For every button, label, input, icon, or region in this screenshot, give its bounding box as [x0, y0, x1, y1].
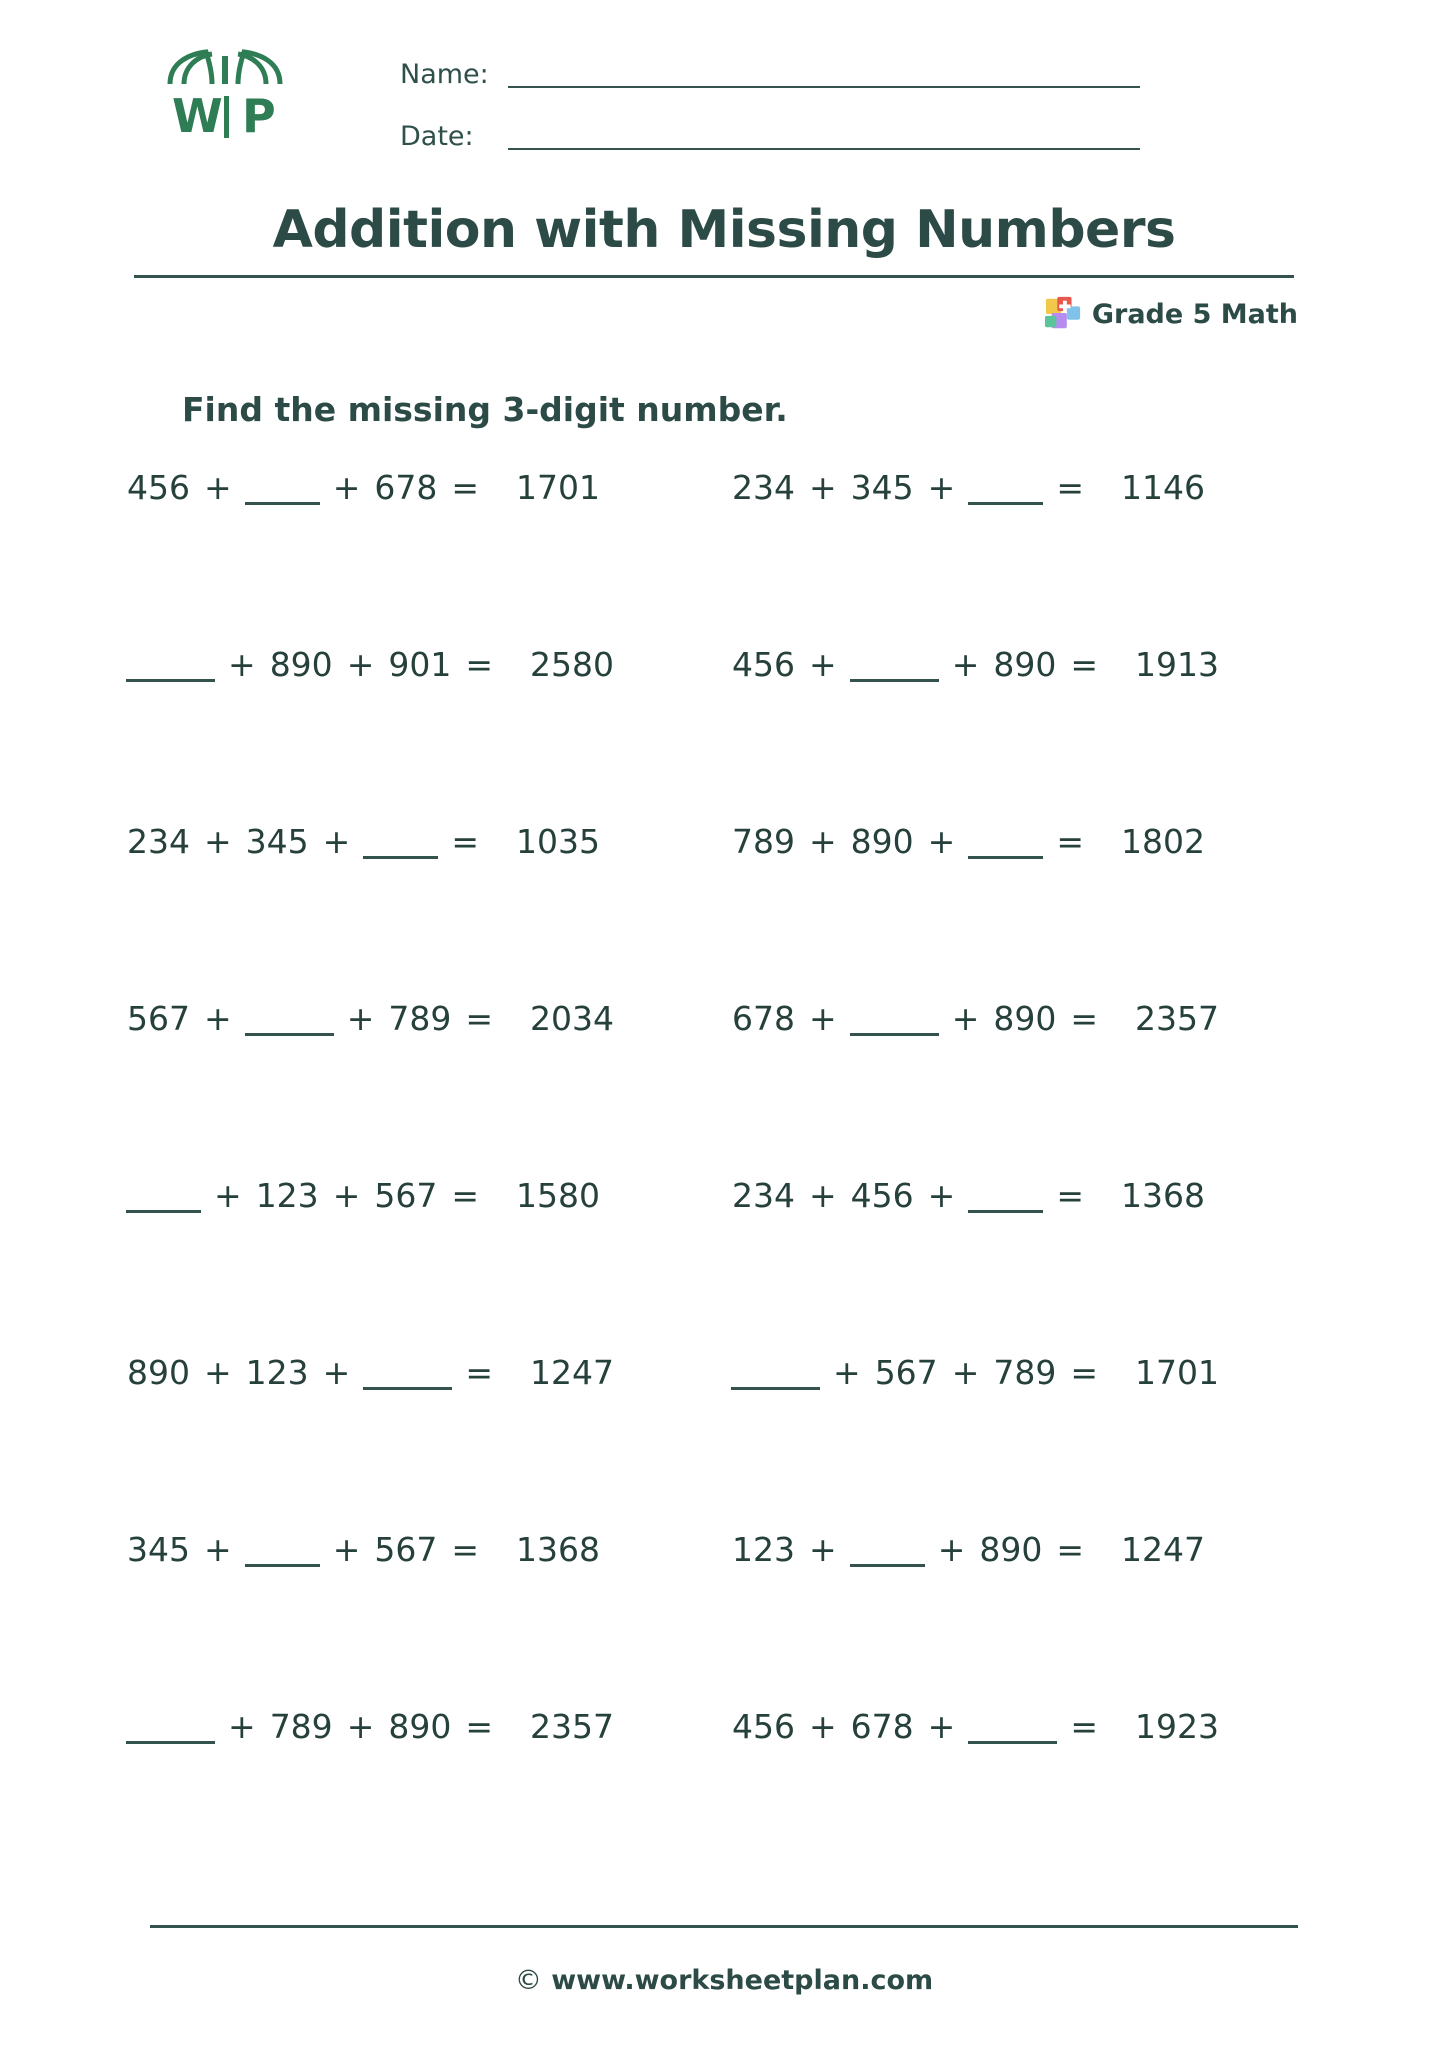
answer-blank[interactable]	[968, 1707, 1057, 1744]
addend: 567	[374, 1530, 438, 1569]
operator: =	[451, 822, 479, 861]
operator: +	[332, 1176, 361, 1215]
answer-blank[interactable]	[968, 1176, 1043, 1213]
addend: 678	[850, 1707, 914, 1746]
operator: +	[809, 468, 837, 507]
problem-row	[120, 462, 1330, 639]
addend: 123	[245, 1353, 309, 1392]
addend: 890	[993, 645, 1057, 684]
operator: +	[809, 999, 837, 1038]
date-input-line[interactable]	[508, 124, 1140, 150]
operator: =	[1056, 1530, 1084, 1569]
operator: =	[1070, 645, 1098, 684]
problem-sum: 1368	[516, 1530, 600, 1569]
name-input-line[interactable]	[508, 62, 1140, 88]
operator: +	[204, 822, 232, 861]
problem	[725, 462, 1271, 507]
operator: =	[1070, 1353, 1098, 1392]
answer-blank[interactable]	[850, 645, 939, 682]
problem-cell	[120, 1701, 725, 1878]
operator: +	[228, 645, 256, 684]
operator: =	[1056, 822, 1084, 861]
operator: +	[346, 645, 375, 684]
addend: 789	[269, 1707, 333, 1746]
problem-sum: 2580	[530, 645, 614, 684]
problem-sum: 1701	[1135, 1353, 1219, 1392]
problem	[120, 462, 666, 507]
problem-expression	[725, 462, 1091, 507]
addend: 234	[732, 468, 795, 507]
problem-expression	[725, 639, 1105, 684]
answer-blank[interactable]	[363, 822, 438, 859]
addend: 456	[850, 1176, 914, 1215]
addend: 345	[850, 468, 914, 507]
answer-blank[interactable]	[245, 468, 320, 505]
problem-sum: 1146	[1121, 468, 1205, 507]
operator: +	[809, 1530, 837, 1569]
problem-expression	[725, 816, 1091, 861]
problem-sum: 1580	[516, 1176, 600, 1215]
addend: 678	[732, 999, 795, 1038]
operator: +	[214, 1176, 242, 1215]
operator: +	[346, 999, 375, 1038]
page-title: Addition with Missing Numbers	[272, 200, 1176, 260]
operator: +	[927, 822, 956, 861]
operator: +	[332, 1530, 361, 1569]
operator: =	[451, 1530, 479, 1569]
problem-sum: 1247	[530, 1353, 614, 1392]
problem-sum: 1802	[1121, 822, 1205, 861]
problem-cell	[120, 816, 725, 993]
grade-badge	[1044, 295, 1298, 333]
operator: +	[927, 1707, 956, 1746]
addend: 567	[127, 999, 190, 1038]
answer-blank[interactable]	[968, 468, 1043, 505]
problem-row	[120, 993, 1330, 1170]
operator: +	[204, 468, 232, 507]
problem-cell	[725, 639, 1330, 816]
operator: +	[951, 1353, 980, 1392]
problem	[725, 816, 1271, 861]
name-label: Name:	[400, 59, 489, 90]
instruction-text: Find the missing 3-digit number.	[182, 390, 788, 429]
problem-cell	[725, 1170, 1330, 1347]
problem-expression	[120, 1701, 500, 1746]
problem-expression	[120, 816, 486, 861]
problem-row	[120, 1524, 1330, 1701]
answer-blank[interactable]	[126, 645, 215, 682]
addend: 345	[245, 822, 309, 861]
operator: =	[451, 468, 479, 507]
answer-blank[interactable]	[245, 1530, 320, 1567]
date-field-row	[400, 116, 1140, 150]
answer-blank[interactable]	[731, 1353, 820, 1390]
addend: 234	[732, 1176, 795, 1215]
footer	[0, 1965, 1448, 1996]
operator: +	[204, 1530, 232, 1569]
problem	[120, 639, 680, 684]
problem-expression	[120, 993, 500, 1038]
problem-sum: 1035	[516, 822, 600, 861]
problem-expression	[120, 1170, 486, 1215]
addend: 123	[255, 1176, 319, 1215]
operator: =	[465, 1707, 493, 1746]
operator: +	[951, 645, 980, 684]
problem-expression	[120, 639, 500, 684]
problem-row	[120, 639, 1330, 816]
operator: =	[465, 999, 493, 1038]
problem-row	[120, 1170, 1330, 1347]
answer-blank[interactable]	[126, 1176, 201, 1213]
problem-expression	[725, 1347, 1105, 1392]
svg-text:P: P	[242, 89, 276, 143]
answer-blank[interactable]	[850, 1530, 925, 1567]
addend: 345	[127, 1530, 190, 1569]
addend: 890	[269, 645, 333, 684]
problem-cell	[120, 1524, 725, 1701]
svg-text:W: W	[172, 89, 223, 143]
addend: 890	[850, 822, 914, 861]
problem-sum: 1701	[516, 468, 600, 507]
problem	[725, 1347, 1285, 1392]
problem	[725, 1701, 1285, 1746]
problem-cell	[725, 1701, 1330, 1878]
problem-sum: 2034	[530, 999, 614, 1038]
problem-expression	[725, 993, 1105, 1038]
blocks-icon	[1044, 295, 1082, 333]
problem-cell	[120, 1347, 725, 1524]
operator: +	[927, 1176, 956, 1215]
footer-divider	[150, 1925, 1298, 1928]
problem	[120, 1524, 666, 1569]
addend: 890	[979, 1530, 1043, 1569]
addend: 890	[127, 1353, 190, 1392]
problem-row	[120, 1701, 1330, 1878]
problem	[725, 1524, 1271, 1569]
problem-sum: 2357	[1135, 999, 1219, 1038]
grade-label: Grade 5 Math	[1091, 298, 1298, 330]
name-date-fields	[400, 54, 1140, 178]
operator: +	[809, 1176, 837, 1215]
operator: =	[465, 645, 493, 684]
operator: =	[1056, 468, 1084, 507]
problem-expression	[725, 1170, 1091, 1215]
problem-cell	[725, 462, 1330, 639]
problem-expression	[725, 1701, 1105, 1746]
addend: 567	[874, 1353, 938, 1392]
operator: =	[1070, 999, 1098, 1038]
problem-expression	[120, 1524, 486, 1569]
copyright-symbol: ©	[514, 1965, 542, 1996]
problem	[725, 1170, 1271, 1215]
addend: 789	[732, 822, 795, 861]
addend: 567	[374, 1176, 438, 1215]
operator: +	[809, 1707, 837, 1746]
addend: 890	[388, 1707, 452, 1746]
operator: +	[228, 1707, 256, 1746]
operator: +	[809, 822, 837, 861]
worksheetplan-logo	[150, 40, 300, 165]
problem-sum: 1913	[1135, 645, 1219, 684]
operator: +	[927, 468, 956, 507]
operator: +	[833, 1353, 861, 1392]
problem	[725, 993, 1285, 1038]
date-label: Date:	[400, 121, 474, 152]
addend: 789	[388, 999, 452, 1038]
answer-blank[interactable]	[245, 999, 334, 1036]
site-url: www.worksheetplan.com	[551, 1965, 934, 1996]
problem-row	[120, 1347, 1330, 1524]
operator: +	[322, 1353, 351, 1392]
problem-cell	[120, 1170, 725, 1347]
addend: 789	[993, 1353, 1057, 1392]
problem-sum: 1923	[1135, 1707, 1219, 1746]
operator: +	[204, 999, 232, 1038]
operator: =	[1056, 1176, 1084, 1215]
problem-expression	[120, 1347, 500, 1392]
problem-expression	[120, 462, 486, 507]
problem-row	[120, 816, 1330, 993]
operator: =	[451, 1176, 479, 1215]
operator: +	[332, 468, 361, 507]
problems-grid	[120, 462, 1330, 1878]
answer-blank[interactable]	[126, 1707, 215, 1744]
worksheet-header	[140, 36, 1328, 166]
problem-cell	[120, 993, 725, 1170]
addend: 456	[732, 1707, 795, 1746]
operator: +	[951, 999, 980, 1038]
operator: =	[1070, 1707, 1098, 1746]
problem-cell	[725, 1347, 1330, 1524]
problem	[120, 1701, 680, 1746]
name-field-row	[400, 54, 1140, 88]
addend: 456	[732, 645, 795, 684]
operator: +	[322, 822, 351, 861]
problem-cell	[120, 462, 725, 639]
problem	[120, 1170, 666, 1215]
answer-blank[interactable]	[968, 822, 1043, 859]
operator: +	[809, 645, 837, 684]
problem-cell	[725, 993, 1330, 1170]
operator: +	[346, 1707, 375, 1746]
problem	[120, 993, 680, 1038]
problem-sum: 1368	[1121, 1176, 1205, 1215]
problem	[120, 816, 666, 861]
addend: 901	[388, 645, 452, 684]
problem-sum: 1247	[1121, 1530, 1205, 1569]
problem-cell	[725, 816, 1330, 993]
answer-blank[interactable]	[850, 999, 939, 1036]
addend: 678	[374, 468, 438, 507]
title-divider	[134, 275, 1294, 278]
problem-expression	[725, 1524, 1091, 1569]
operator: =	[465, 1353, 493, 1392]
problem-sum: 2357	[530, 1707, 614, 1746]
problem-cell	[120, 639, 725, 816]
problem	[120, 1347, 680, 1392]
answer-blank[interactable]	[363, 1353, 452, 1390]
addend: 890	[993, 999, 1057, 1038]
operator: +	[937, 1530, 966, 1569]
problem	[725, 639, 1285, 684]
addend: 234	[127, 822, 190, 861]
operator: +	[204, 1353, 232, 1392]
addend: 123	[732, 1530, 795, 1569]
problem-cell	[725, 1524, 1330, 1701]
addend: 456	[127, 468, 190, 507]
